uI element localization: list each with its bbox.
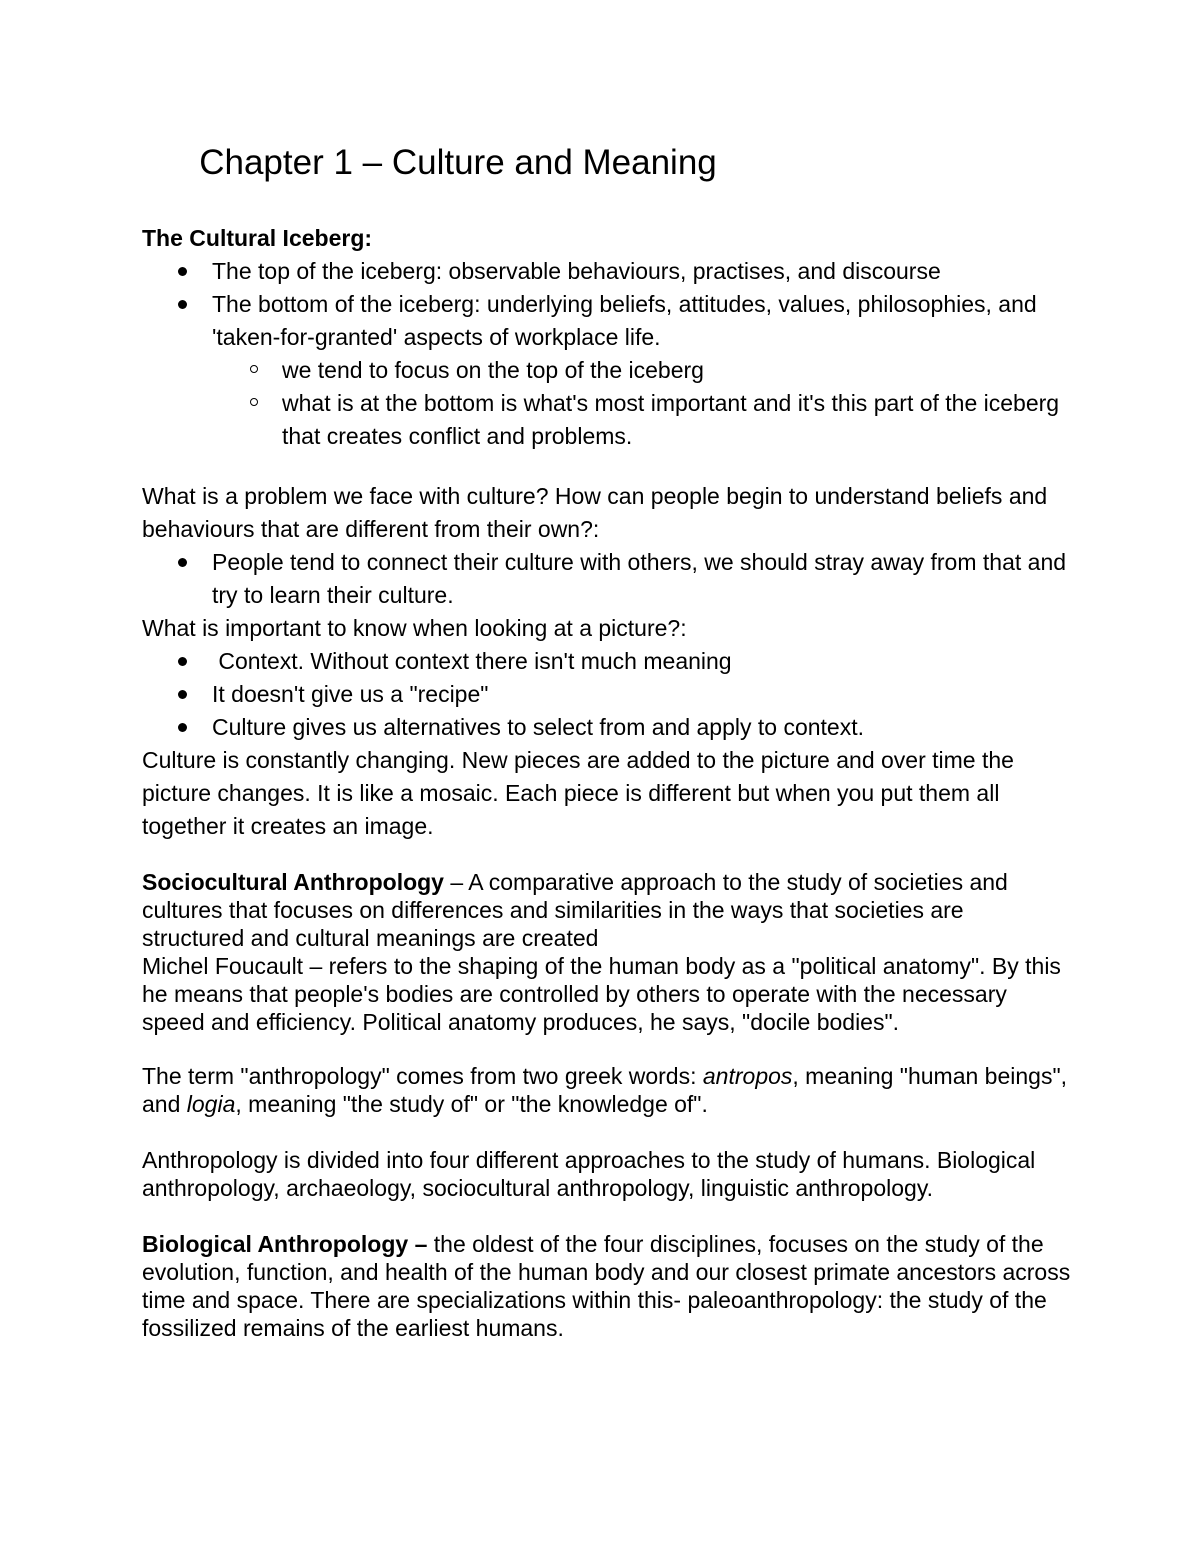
problem-section [142, 480, 1072, 843]
iceberg-section [142, 222, 1072, 453]
hollow-bullet-icon [250, 365, 258, 373]
foucault-paragraph: Michel Foucault – refers to the shaping of the human body as a "political anatomy". By this he means that people's bodies are controlled by others to operate with the necessary speed and efficiency. Political anatomy produces, he says, "docile bodies". [142, 953, 1061, 1035]
iceberg-heading: The Cultural Iceberg: [142, 225, 373, 251]
bullet-icon [178, 558, 187, 567]
bullet-icon [178, 300, 187, 309]
picture-question: What is important to know when looking at a picture?: [142, 615, 687, 641]
divisions-section [142, 1146, 1072, 1202]
biological-definition: Biological Anthropology – the oldest of the four disciplines, focuses on the study of the evolution, function, and health of the human body and our closest primate ancestors across time and space. There are specializations within this- paleoanthropology: the study of the fossilized remains of the earliest humans. [142, 1231, 1071, 1341]
problem-list [142, 546, 1072, 612]
mosaic-paragraph: Culture is constantly changing. New pieces are added to the picture and over time the picture changes. It is like a mosaic. Each piece is different but when you put them all together it creates an image. [142, 747, 1014, 839]
sociocultural-section [142, 868, 1072, 1036]
hollow-bullet-icon [250, 398, 258, 406]
bullet-icon [178, 657, 187, 666]
sub-list-item: what is at the bottom is what's most important and it's this part of the iceberg that creates conflict and problems. [142, 387, 1072, 453]
list-item: People tend to connect their culture with others, we should stray away from that and try to learn their culture. [142, 546, 1072, 612]
picture-list [142, 645, 1072, 744]
bullet-icon [178, 267, 187, 276]
sociocultural-definition: Sociocultural Anthropology – A comparative approach to the study of societies and cultures that focuses on differences and similarities in the ways that societies are structured and cultural meanings are created [142, 869, 1008, 951]
list-item: The bottom of the iceberg: underlying beliefs, attitudes, values, philosophies, and 'taken-for-granted' aspects of workplace life. [142, 288, 1072, 354]
etymology-section [142, 1062, 1072, 1118]
divisions-paragraph: Anthropology is divided into four different approaches to the study of humans. Biological anthropology, archaeology, sociocultural anthropology, linguistic anthropology. [142, 1147, 1036, 1201]
sub-list-item: we tend to focus on the top of the iceberg [142, 354, 1072, 387]
list-item: It doesn't give us a "recipe" [142, 678, 1072, 711]
bullet-icon [178, 690, 187, 699]
problem-question: What is a problem we face with culture? How can people begin to understand beliefs and behaviours that are different from their own?: [142, 483, 1048, 542]
etymology-paragraph: The term "anthropology" comes from two greek words: antropos, meaning "human beings", and logia, meaning "the study of" or "the knowledge of". [142, 1063, 1068, 1117]
bullet-icon [178, 723, 187, 732]
list-item: Context. Without context there isn't much meaning [142, 645, 1072, 678]
biological-section [142, 1230, 1072, 1342]
list-item: The top of the iceberg: observable behaviours, practises, and discourse [142, 255, 1072, 288]
page-title: Chapter 1 – Culture and Meaning [199, 143, 717, 182]
list-item: Culture gives us alternatives to select from and apply to context. [142, 711, 1072, 744]
iceberg-list [142, 255, 1072, 453]
